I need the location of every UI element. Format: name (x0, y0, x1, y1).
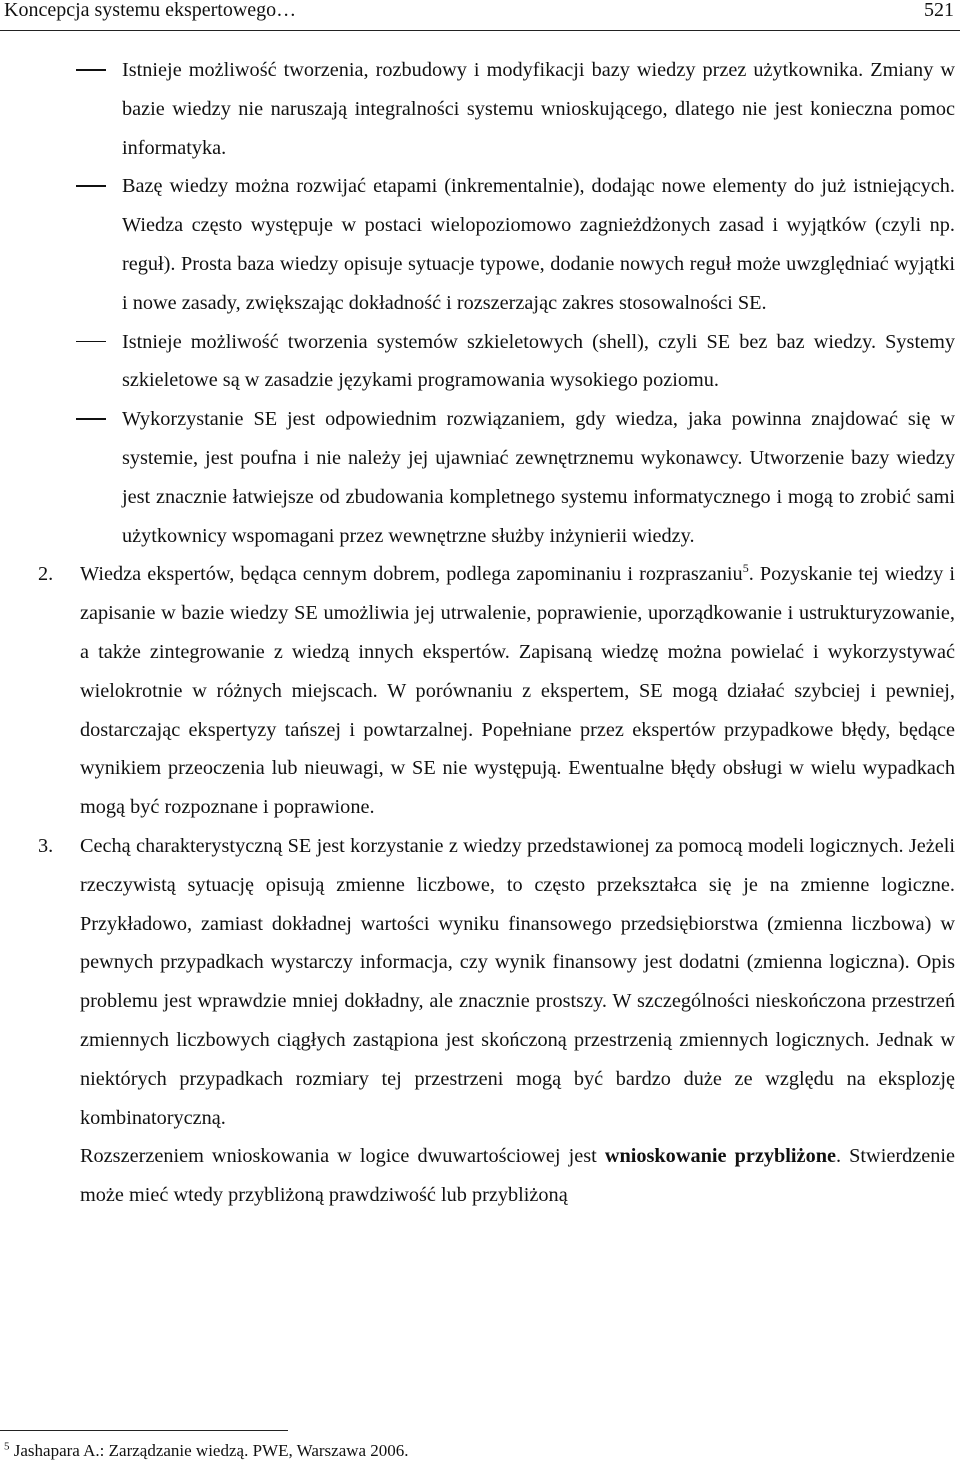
bullet-item (122, 323, 955, 401)
item-text-lead: Wiedza ekspertów, będąca cennym dobrem, podlega zapominaniu i rozpraszaniu (80, 563, 743, 586)
footnote-number: 5 (4, 1440, 10, 1453)
bullet-text: Istnieje możliwość tworzenia, rozbudowy i modyfikacji bazy wiedzy przez użytkownika. Zmiany w bazie wiedzy nie naruszają integralności systemu wnioskującego, dlatego nie jest konieczna pomoc informatyka. (122, 59, 955, 159)
bullet-item (122, 51, 955, 167)
dash-marker (76, 341, 106, 343)
footnote-separator (0, 1430, 288, 1431)
dash-marker (76, 69, 106, 71)
closing-text-after: . Stwierdzenie może mieć wtedy przybliżoną prawdziwość lub przybliżoną (80, 1145, 956, 1207)
item-number: 2. (38, 563, 54, 586)
running-header (0, 0, 960, 31)
footnote-text: Jashapara A.: Zarządzanie wiedzą. PWE, Warszawa 2006. (13, 1441, 409, 1460)
dash-marker (76, 418, 106, 420)
bullet-item (122, 167, 955, 322)
numbered-item-2 (38, 555, 955, 827)
bold-term: wnioskowanie przybliżone (604, 1145, 836, 1168)
closing-paragraph (80, 1137, 955, 1215)
bullet-item (122, 400, 955, 555)
bullet-text: Istnieje możliwość tworzenia systemów szkieletowych (shell), czyli SE bez baz wiedzy. Systemy szkieletowe są w zasadzie językami programowania wysokiego poziomu. (122, 330, 955, 392)
body-text (0, 51, 960, 1215)
numbered-item-3 (38, 827, 955, 1137)
footnote (4, 1440, 409, 1462)
bullet-text: Bazę wiedzy można rozwijać etapami (inkrementalnie), dodając nowe elementy do już istniejących. Wiedza często występuje w postaci wielopoziomowo zagnieżdżonych zasad i wyjątków (czyli np. reguł). Prosta baza wiedzy opisuje sytuacje typowe, dodanie nowych reguł może uwzględniać wyjątki i nowe zasady, zwiększając dokładność i rozszerzając zakres stosowalności SE. (122, 175, 955, 314)
item-text: Cechą charakterystyczną SE jest korzystanie z wiedzy przedstawionej za pomocą modeli logicznych. Jeżeli rzeczywistą sytuację opisują zmienne liczbowe, to często przekształca się je na zmienne logiczne. Przykładowo, zamiast dokładnej wartości wyniku finansowego przedsiębiorstwa (zmienna liczbowa) w pewnych przypadkach wystarczy informacja, czy wynik finansowy jest dodatni (zmienna logiczna). Opis problemu jest wprawdzie mniej dokładny, ale znacznie prostszy. W szczególności nieskończona przestrzeń zmiennych liczbowych ciągłych zastąpiona jest skończoną przestrzenią zmiennych logicznych. Jednak w niektórych przypadkach rozmiary tej przestrzeni mogą być bardzo duże ze względu na eksplozję kombinatoryczną. (80, 834, 955, 1129)
item-number: 3. (38, 834, 54, 857)
footnote-reference: 5 (742, 561, 749, 576)
closing-text-before: Rozszerzeniem wnioskowania w logice dwuwartościowej jest (80, 1145, 605, 1168)
item-text-rest: . Pozyskanie tej wiedzy i zapisanie w bazie wiedzy SE umożliwia jej utrwalenie, poprawienie, uporządkowanie i ustrukturyzowanie, a także zintegrowanie z wiedzą innych ekspertów. Zapisaną wiedzę można powielać i wykorzystywać wielokrotnie w różnych miejscach. W porównaniu z ekspertem, SE mogą działać szybciej i pewniej, dostarczając ekspertyzy tańszej i powtarzalnej. Popełniane przez ekspertów przypadkowe błędy, będące wynikiem przeoczenia lub nieuwagi, w SE nie występują. Ewentualne błędy obsługi w wielu wypadkach mogą być rozpoznane i poprawione. (80, 563, 955, 819)
dash-marker (76, 185, 106, 187)
page-number: 521 (924, 0, 954, 21)
bullet-text: Wykorzystanie SE jest odpowiednim rozwiązaniem, gdy wiedza, jaka powinna znajdować się w systemie, jest poufna i nie należy jej ujawniać zewnętrznemu wykonawcy. Utworzenie bazy wiedzy jest znacznie łatwiejsze od zbudowania kompletnego systemu informatycznego i mogą to zrobić sami użytkownicy wspomagani przez wewnętrzne służby inżynierii wiedzy. (122, 408, 955, 547)
running-title: Koncepcja systemu ekspertowego… (4, 0, 297, 21)
